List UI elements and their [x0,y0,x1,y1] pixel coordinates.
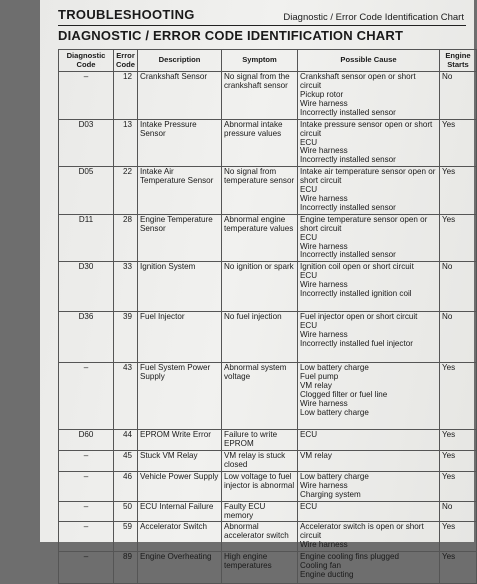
engine-starts-cell: No [440,72,477,120]
possible-cause-cell: Intake air temperature sensor open or short circuit ECU Wire harness Incorrectly installed sensor [298,167,440,215]
engine-starts-cell: No [440,262,477,312]
error-code-cell: 59 [114,522,138,552]
engine-starts-cell: Yes [440,471,477,501]
col-possible-cause: Possible Cause [298,50,440,72]
diagnostic-code-cell: – [59,451,114,472]
diagnostic-code-cell: D11 [59,214,114,262]
engine-starts-cell: Yes [440,119,477,167]
description-cell: Fuel Injector [138,312,222,363]
description-cell: Engine Overheating [138,552,222,584]
diagnostic-code-cell: – [59,471,114,501]
table-row [59,72,477,120]
symptom-cell: Low voltage to fuel injector is abnormal [222,471,298,501]
symptom-cell: VM relay is stuck closed [222,451,298,472]
table-row [59,119,477,167]
diagnostic-code-cell: D30 [59,262,114,312]
possible-cause-cell: Engine temperature sensor open or short circuit ECU Wire harness Incorrectly installed sensor [298,214,440,262]
diagnostic-code-cell: D36 [59,312,114,363]
diagnostic-code-cell: – [59,363,114,430]
col-symptom: Symptom [222,50,298,72]
engine-starts-cell: Yes [440,552,477,584]
table-row [59,262,477,312]
possible-cause-cell: Low battery charge Wire harness Charging system [298,471,440,501]
description-cell: Engine Temperature Sensor [138,214,222,262]
description-cell: Accelerator Switch [138,522,222,552]
engine-starts-cell: Yes [440,430,477,451]
section-title: TROUBLESHOOTING [58,7,195,22]
error-code-cell: 89 [114,552,138,584]
engine-starts-cell: Yes [440,522,477,552]
possible-cause-cell: Intake pressure sensor open or short circuit ECU Wire harness Incorrectly installed sensor [298,119,440,167]
chart-name: Diagnostic / Error Code Identification Chart [283,12,464,23]
description-cell: Vehicle Power Supply [138,471,222,501]
col-error-code: Error Code [114,50,138,72]
error-code-cell: 13 [114,119,138,167]
possible-cause-cell: Fuel injector open or short circuit ECU Wire harness Incorrectly installed fuel injector [298,312,440,363]
description-cell: Fuel System Power Supply [138,363,222,430]
symptom-cell: High engine temperatures [222,552,298,584]
engine-starts-cell: Yes [440,451,477,472]
symptom-cell: No ignition or spark [222,262,298,312]
possible-cause-cell: Accelerator switch is open or short circuit Wire harness [298,522,440,552]
symptom-cell: Abnormal accelerator switch [222,522,298,552]
description-cell: Intake Air Temperature Sensor [138,167,222,215]
symptom-cell: Faulty ECU memory [222,501,298,522]
table-row [59,522,477,552]
diagnostic-code-cell: D60 [59,430,114,451]
col-engine-starts: Engine Starts [440,50,477,72]
error-code-cell: 45 [114,451,138,472]
table-row [59,363,477,430]
diagnostic-code-cell: – [59,501,114,522]
description-cell: ECU Internal Failure [138,501,222,522]
manual-page [40,0,474,579]
description-cell: Ignition System [138,262,222,312]
engine-starts-cell: No [440,501,477,522]
error-code-cell: 50 [114,501,138,522]
error-code-cell: 43 [114,363,138,430]
description-cell: Stuck VM Relay [138,451,222,472]
page-header [58,3,466,26]
possible-cause-cell: Crankshaft sensor open or short circuit Pickup rotor Wire harness Incorrectly installed sensor [298,72,440,120]
table-row [59,451,477,472]
col-description: Description [138,50,222,72]
table-row [59,167,477,215]
possible-cause-cell: Engine cooling fins plugged Cooling fan Engine ducting [298,552,440,584]
table-row [59,471,477,501]
engine-starts-cell: Yes [440,214,477,262]
symptom-cell: Abnormal system voltage [222,363,298,430]
table-row [59,312,477,363]
possible-cause-cell: ECU [298,501,440,522]
table-header-row [59,50,477,72]
symptom-cell: No fuel injection [222,312,298,363]
diagnostic-code-cell: – [59,552,114,584]
description-cell: Crankshaft Sensor [138,72,222,120]
symptom-cell: Abnormal engine temperature values [222,214,298,262]
symptom-cell: No signal from the crankshaft sensor [222,72,298,120]
diagnostic-code-cell: – [59,522,114,552]
diagnostic-code-cell: – [59,72,114,120]
table-row [59,501,477,522]
page-title: DIAGNOSTIC / ERROR CODE IDENTIFICATION CHART [58,28,404,43]
error-code-cell: 46 [114,471,138,501]
table-row [59,214,477,262]
engine-starts-cell: Yes [440,363,477,430]
error-code-cell: 33 [114,262,138,312]
possible-cause-cell: VM relay [298,451,440,472]
description-cell: Intake Pressure Sensor [138,119,222,167]
engine-starts-cell: No [440,312,477,363]
symptom-cell: Abnormal intake pressure values [222,119,298,167]
description-cell: EPROM Write Error [138,430,222,451]
symptom-cell: Failure to write EPROM [222,430,298,451]
error-code-cell: 12 [114,72,138,120]
engine-starts-cell: Yes [440,167,477,215]
table-row [59,552,477,584]
error-code-cell: 39 [114,312,138,363]
error-code-cell: 22 [114,167,138,215]
possible-cause-cell: Low battery charge Fuel pump VM relay Clogged filter or fuel line Wire harness Low battery charge [298,363,440,430]
diagnostic-code-cell: D05 [59,167,114,215]
error-code-cell: 28 [114,214,138,262]
diagnostic-code-cell: D03 [59,119,114,167]
table-row [59,430,477,451]
col-diagnostic-code: Diagnostic Code [59,50,114,72]
symptom-cell: No signal from temperature sensor [222,167,298,215]
error-code-table [58,49,477,584]
possible-cause-cell: ECU [298,430,440,451]
error-code-cell: 44 [114,430,138,451]
possible-cause-cell: Ignition coil open or short circuit ECU Wire harness Incorrectly installed ignition coil [298,262,440,312]
